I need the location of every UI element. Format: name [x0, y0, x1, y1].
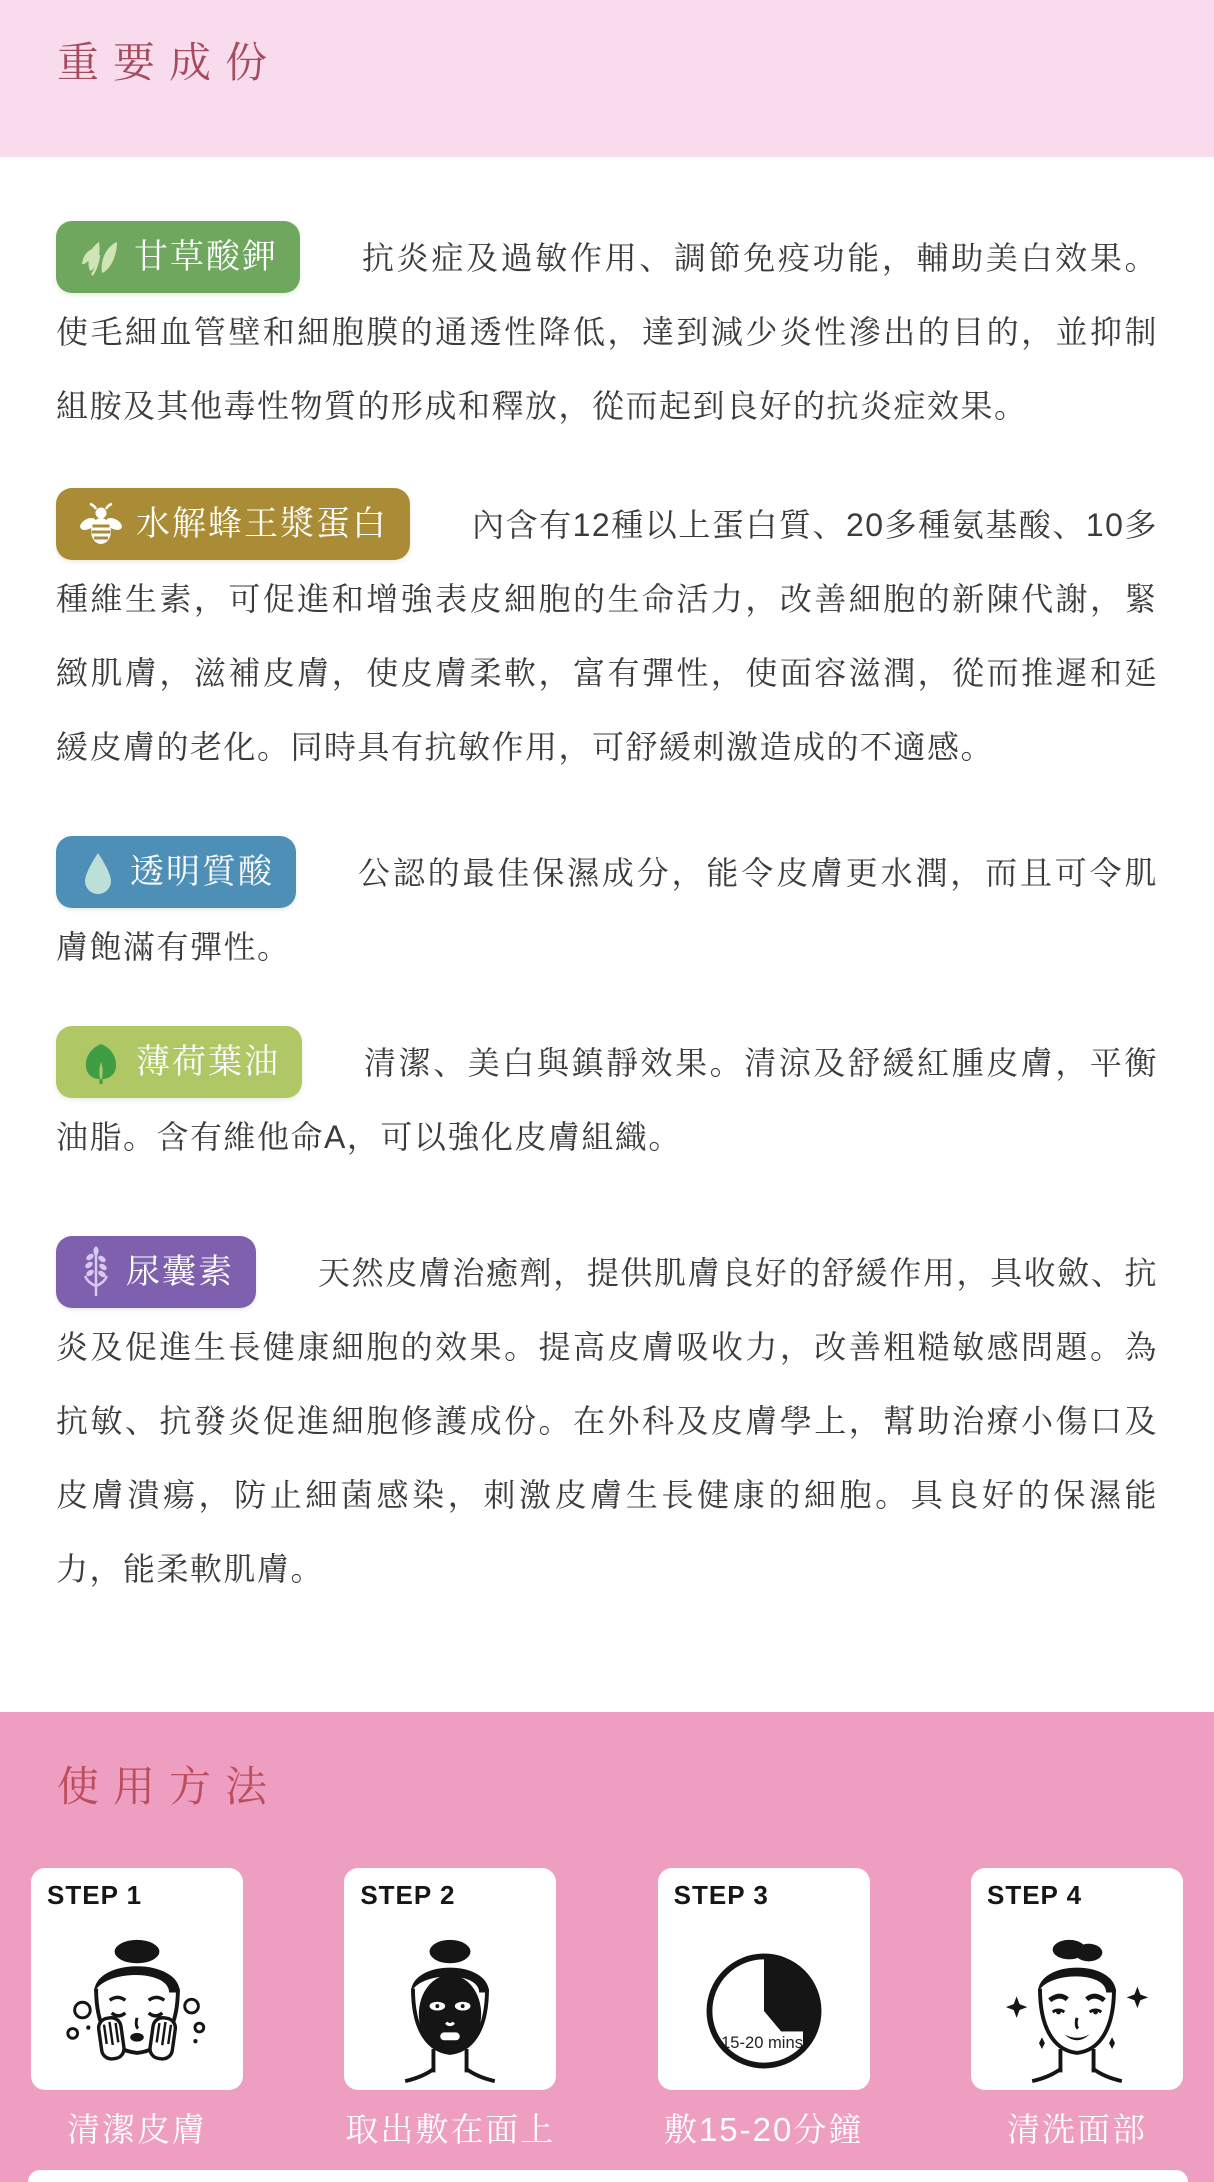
clean-face-icon — [999, 1936, 1155, 2086]
water-drop-icon — [78, 849, 118, 895]
step-card — [31, 1868, 243, 2090]
ingredient-item-allantoin — [56, 1236, 1158, 1606]
ingredients-section — [0, 157, 1214, 1712]
ingredient-item-hyaluronic-acid — [56, 836, 1158, 984]
timer-duration-text: 15-20 mins — [720, 2033, 803, 2053]
ingredient-description: 天然皮膚治癒劑，提供肌膚良好的舒緩作用，具收斂、抗炎及促進生長健康細胞的效果。提高皮膚吸收力，改善粗糙敏感問題。為抗敏、抗發炎促進細胞修護成份。在外科及皮膚學上，幫助治療小傷口及皮膚潰瘍，防止細菌感染，刺激皮膚生長健康的細胞。具良好的保濕能力，能柔軟肌膚。 — [56, 1255, 1158, 1587]
ingredient-name: 透明質酸 — [130, 853, 274, 891]
ingredient-badge — [56, 1026, 302, 1098]
step-caption: 敷15-20分鐘 — [663, 2111, 864, 2148]
mask-on-face-icon — [372, 1936, 528, 2086]
ingredient-description: 清潔、美白與鎮靜效果。清涼及舒緩紅腫皮膚，平衡油脂。含有維他命A，可以強化皮膚組織。 — [56, 1045, 1158, 1155]
step-caption: 清潔皮膚 — [67, 2111, 207, 2148]
usage-steps — [0, 1868, 1214, 2151]
ingredient-name: 尿囊素 — [126, 1253, 234, 1291]
ingredient-badge — [56, 221, 300, 293]
ingredients-title: 重要成份 — [57, 39, 282, 86]
ingredient-item-licorice — [56, 221, 1158, 443]
step-label: STEP 3 — [673, 1880, 769, 1910]
usage-section — [0, 1712, 1214, 2182]
lavender-icon — [78, 1246, 114, 1298]
step-label: STEP 2 — [360, 1880, 456, 1910]
face-washing-icon — [59, 1936, 215, 2086]
usage-step-1 — [31, 1868, 243, 2151]
ingredient-description: 公認的最佳保濕成分，能令皮膚更水潤，而且可令肌膚飽滿有彈性。 — [56, 855, 1158, 965]
bee-icon — [78, 501, 124, 547]
herb-leaves-icon — [78, 235, 122, 279]
step-card — [658, 1868, 870, 2090]
ingredient-item-mint-leaf-oil — [56, 1026, 1158, 1174]
step-card — [344, 1868, 556, 2090]
step-card — [971, 1868, 1183, 2090]
mint-leaf-icon — [78, 1039, 124, 1085]
step-label: STEP 4 — [986, 1880, 1083, 1910]
usage-step-4 — [971, 1868, 1183, 2151]
next-section-card-edge — [28, 2170, 1188, 2182]
ingredient-description: 抗炎症及過敏作用、調節免疫功能，輔助美白效果。使毛細血管壁和細胞膜的通透性降低，達到減少炎性滲出的目的，並抑制組胺及其他毒性物質的形成和釋放，從而起到良好的抗炎症效果。 — [56, 240, 1158, 424]
ingredient-badge — [56, 1236, 256, 1308]
usage-step-3 — [658, 1868, 870, 2151]
ingredient-description: 內含有12種以上蛋白質、20多種氨基酸、10多種維生素，可促進和增強表皮細胞的生命活力，改善細胞的新陳代謝，緊緻肌膚，滋補皮膚，使皮膚柔軟，富有彈性，使面容滋潤，從而推遲和延緩皮膚的老化。同時具有抗敏作用，可舒緩刺激造成的不適感。 — [56, 507, 1158, 765]
ingredient-badge — [56, 488, 410, 560]
ingredient-badge — [56, 836, 296, 908]
ingredient-name: 甘草酸鉀 — [134, 238, 278, 276]
step-label: STEP 1 — [47, 1880, 143, 1910]
step-caption: 清洗面部 — [1006, 2111, 1147, 2148]
timer-clock-icon — [686, 1936, 842, 2086]
step-caption: 取出敷在面上 — [345, 2111, 556, 2148]
ingredient-name: 水解蜂王漿蛋白 — [136, 505, 388, 543]
ingredient-name: 薄荷葉油 — [136, 1043, 280, 1081]
ingredient-item-royal-jelly — [56, 488, 1158, 784]
usage-step-2 — [344, 1868, 556, 2151]
ingredients-header — [0, 0, 1214, 157]
usage-title: 使用方法 — [57, 1763, 282, 1810]
